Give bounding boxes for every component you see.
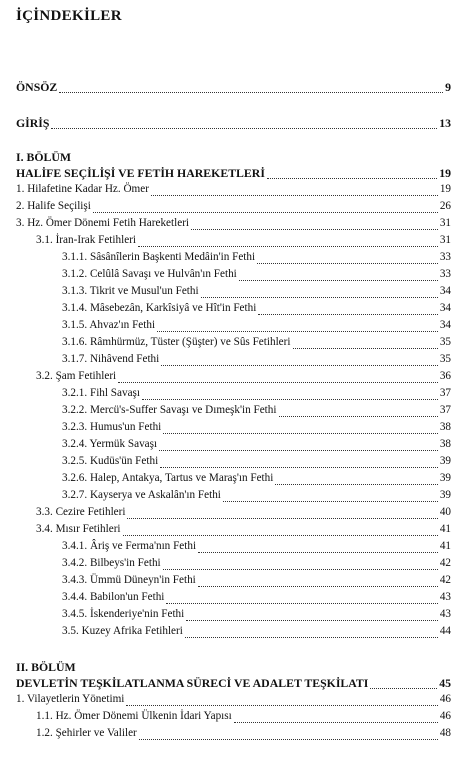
toc-entry[interactable] [62, 353, 451, 369]
toc-entry-page: 36 [439, 370, 451, 382]
dot-leader [161, 364, 438, 366]
toc-entry-page: 45 [439, 676, 451, 690]
dot-leader [139, 738, 438, 740]
toc-entry-title: 3.2.7. Kayserya ve Askalân'ın Fethi [62, 489, 221, 501]
dot-leader [201, 296, 438, 298]
toc-entry[interactable] [62, 557, 451, 573]
toc-entry-title: ÖNSÖZ [16, 80, 58, 94]
toc-entry-title: 1. Vilayetlerin Yönetimi [16, 693, 125, 705]
toc-entry[interactable] [62, 625, 451, 641]
toc-entry-page: 46 [439, 693, 451, 705]
dot-leader [370, 687, 437, 689]
toc-entry-page: 37 [439, 387, 451, 399]
dot-leader [258, 313, 437, 315]
toc-entry-page: 44 [439, 625, 451, 637]
toc-entry[interactable] [62, 489, 451, 505]
toc-entry-page: 42 [439, 574, 451, 586]
toc-entry-page: 38 [439, 421, 451, 433]
toc-entry-page: 31 [439, 217, 451, 229]
toc-entry-page: 40 [439, 506, 451, 518]
toc-entry-title: 3.4.3. Ümmü Düneyn'in Fethi [62, 574, 196, 586]
dot-leader [138, 245, 438, 247]
toc-entry-title: 3.4.1. Âriş ve Ferma'nın Fethi [62, 540, 197, 552]
toc-entry-page: 37 [439, 404, 451, 416]
toc-entry[interactable] [16, 200, 451, 216]
toc-entry[interactable] [62, 421, 451, 437]
toc-entry[interactable] [62, 285, 451, 301]
toc-entry[interactable] [16, 166, 451, 182]
dot-leader [163, 568, 438, 570]
toc-entry[interactable] [36, 234, 451, 250]
toc-entry-page: 34 [439, 285, 451, 297]
toc-entry-title: GİRİŞ [16, 116, 50, 130]
toc-entry[interactable] [62, 591, 451, 607]
dot-leader [185, 636, 438, 638]
dot-leader [157, 330, 438, 332]
toc-entry[interactable] [62, 574, 451, 590]
dot-leader [166, 602, 437, 604]
toc-entry-title: 3.4. Mısır Fetihleri [36, 523, 121, 535]
dot-leader [126, 704, 437, 706]
toc-entry[interactable] [36, 506, 451, 522]
dot-leader [239, 279, 438, 281]
toc-entry[interactable] [62, 336, 451, 352]
toc-entry-title: 3.2.6. Halep, Antakya, Tartus ve Maraş'ın Fethi [62, 472, 274, 484]
dot-leader [257, 262, 438, 264]
dot-leader [267, 177, 437, 179]
section-heading-1: I. BÖLÜM [16, 150, 72, 164]
toc-entry-title: 2. Halife Seçilişi [16, 200, 91, 212]
toc-entry-page: 9 [445, 80, 451, 94]
toc-entry-title: 3.5. Kuzey Afrika Fetihleri [62, 625, 183, 637]
toc-entry-page: 43 [439, 608, 451, 620]
toc-entry-page: 19 [439, 166, 451, 180]
toc-entry[interactable] [62, 302, 451, 318]
dot-leader [151, 194, 438, 196]
toc-entry-page: 39 [439, 455, 451, 467]
toc-entry-page: 43 [439, 591, 451, 603]
toc-entry-title: 3.1.4. Mâsebezân, Karkîsiyâ ve Hît'in Fethi [62, 302, 257, 314]
toc-entry[interactable] [62, 319, 451, 335]
toc-entry[interactable] [16, 217, 451, 233]
toc-entry-title: 3.1.1. Sâsânîlerin Başkenti Medâin'in Fethi [62, 251, 256, 263]
toc-entry-page: 34 [439, 302, 451, 314]
dot-leader [51, 127, 437, 129]
toc-entry-title: 3.4.4. Babilon'un Fethi [62, 591, 165, 603]
toc-entry-page: 33 [439, 251, 451, 263]
toc-entry-title: 3.2.3. Humus'un Fethi [62, 421, 162, 433]
dot-leader [160, 466, 438, 468]
toc-entry-title: 3. Hz. Ömer Dönemi Fetih Hareketleri [16, 217, 190, 229]
dot-leader [118, 381, 438, 383]
toc-entry-page: 34 [439, 319, 451, 331]
dot-leader [123, 534, 438, 536]
toc-entry-page: 35 [439, 336, 451, 348]
toc-entry-title: 3.1.3. Tikrit ve Musul'un Fethi [62, 285, 199, 297]
dot-leader [142, 398, 438, 400]
dot-leader [191, 228, 438, 230]
toc-entry-page: 13 [439, 116, 451, 130]
toc-entry[interactable] [16, 80, 451, 96]
toc-entry-title: 1. Hilafetine Kadar Hz. Ömer [16, 183, 149, 195]
dot-leader [198, 551, 438, 553]
toc-entry[interactable] [62, 472, 451, 488]
toc-entry-title: 3.1.7. Nihâvend Fethi [62, 353, 160, 365]
dot-leader [186, 619, 438, 621]
toc-entry[interactable] [62, 268, 451, 284]
toc-entry[interactable] [16, 676, 451, 692]
toc-entry-title: 3.2.5. Kudüs'ün Fethi [62, 455, 159, 467]
toc-entry-title: HALİFE SEÇİLİŞİ VE FETİH HAREKETLERİ [16, 166, 265, 180]
toc-entry-page: 33 [439, 268, 451, 280]
toc-entry-title: 3.1.5. Ahvaz'ın Fethi [62, 319, 156, 331]
toc-entry-title: 1.2. Şehirler ve Valiler [36, 727, 137, 739]
toc-entry[interactable] [62, 455, 451, 471]
dot-leader [198, 585, 438, 587]
toc-entry-title: 3.2.2. Mercü's-Suffer Savaşı ve Dımeşk'in Fethi [62, 404, 277, 416]
toc-entry-title: DEVLETİN TEŞKİLATLANMA SÜRECİ VE ADALET TEŞKİLATI [16, 676, 369, 690]
dot-leader [159, 449, 438, 451]
toc-entry[interactable] [36, 727, 451, 743]
toc-entry-page: 41 [439, 523, 451, 535]
toc-entry[interactable] [16, 183, 451, 199]
toc-entry-page: 46 [439, 710, 451, 722]
toc-entry-page: 39 [439, 489, 451, 501]
dot-leader [275, 483, 437, 485]
toc-entry-page: 48 [439, 727, 451, 739]
toc-entry-title: 3.1.2. Celûlâ Savaşı ve Hulvân'ın Fethi [62, 268, 237, 280]
toc-entry-title: 3.1.6. Râmhürmüz, Tüster (Şüşter) ve Sûs Fetihleri [62, 336, 291, 348]
toc-entry-title: 3.2.4. Yermük Savaşı [62, 438, 158, 450]
toc-entry-page: 41 [439, 540, 451, 552]
toc-entry[interactable] [36, 370, 451, 386]
dot-leader [223, 500, 438, 502]
section-heading-2: II. BÖLÜM [16, 660, 76, 674]
toc-entry[interactable] [62, 251, 451, 267]
toc-entry[interactable] [62, 608, 451, 624]
toc-entry[interactable] [62, 387, 451, 403]
toc-entry-page: 19 [439, 183, 451, 195]
toc-entry-title: 1.1. Hz. Ömer Dönemi Ülkenin İdari Yapısı [36, 710, 232, 722]
dot-leader [163, 432, 438, 434]
toc-entry-title: 3.3. Cezire Fetihleri [36, 506, 126, 518]
toc-entry-page: 31 [439, 234, 451, 246]
toc-entry[interactable] [36, 523, 451, 539]
dot-leader [293, 347, 438, 349]
dot-leader [59, 91, 443, 93]
toc-entry-page: 26 [439, 200, 451, 212]
toc-entry-page: 39 [439, 472, 451, 484]
dot-leader [234, 721, 438, 723]
toc-entry[interactable] [16, 116, 451, 132]
dot-leader [93, 211, 438, 213]
dot-leader [127, 517, 437, 519]
toc-entry-title: 3.4.2. Bilbeys'in Fethi [62, 557, 161, 569]
toc-entry-title: 3.2. Şam Fetihleri [36, 370, 117, 382]
toc-entry-title: 3.4.5. İskenderiye'nin Fethi [62, 608, 185, 620]
toc-entry[interactable] [62, 540, 451, 556]
toc-entry[interactable] [62, 438, 451, 454]
toc-entry[interactable] [62, 404, 451, 420]
toc-entry-page: 42 [439, 557, 451, 569]
toc-entry-title: 3.2.1. Fihl Savaşı [62, 387, 141, 399]
dot-leader [279, 415, 438, 417]
toc-entry[interactable] [36, 710, 451, 726]
toc-entry-page: 35 [439, 353, 451, 365]
page-title: İÇİNDEKİLER [16, 8, 122, 24]
toc-entry-title: 3.1. İran-Irak Fetihleri [36, 234, 137, 246]
toc-entry-page: 38 [439, 438, 451, 450]
toc-entry[interactable] [16, 693, 451, 709]
